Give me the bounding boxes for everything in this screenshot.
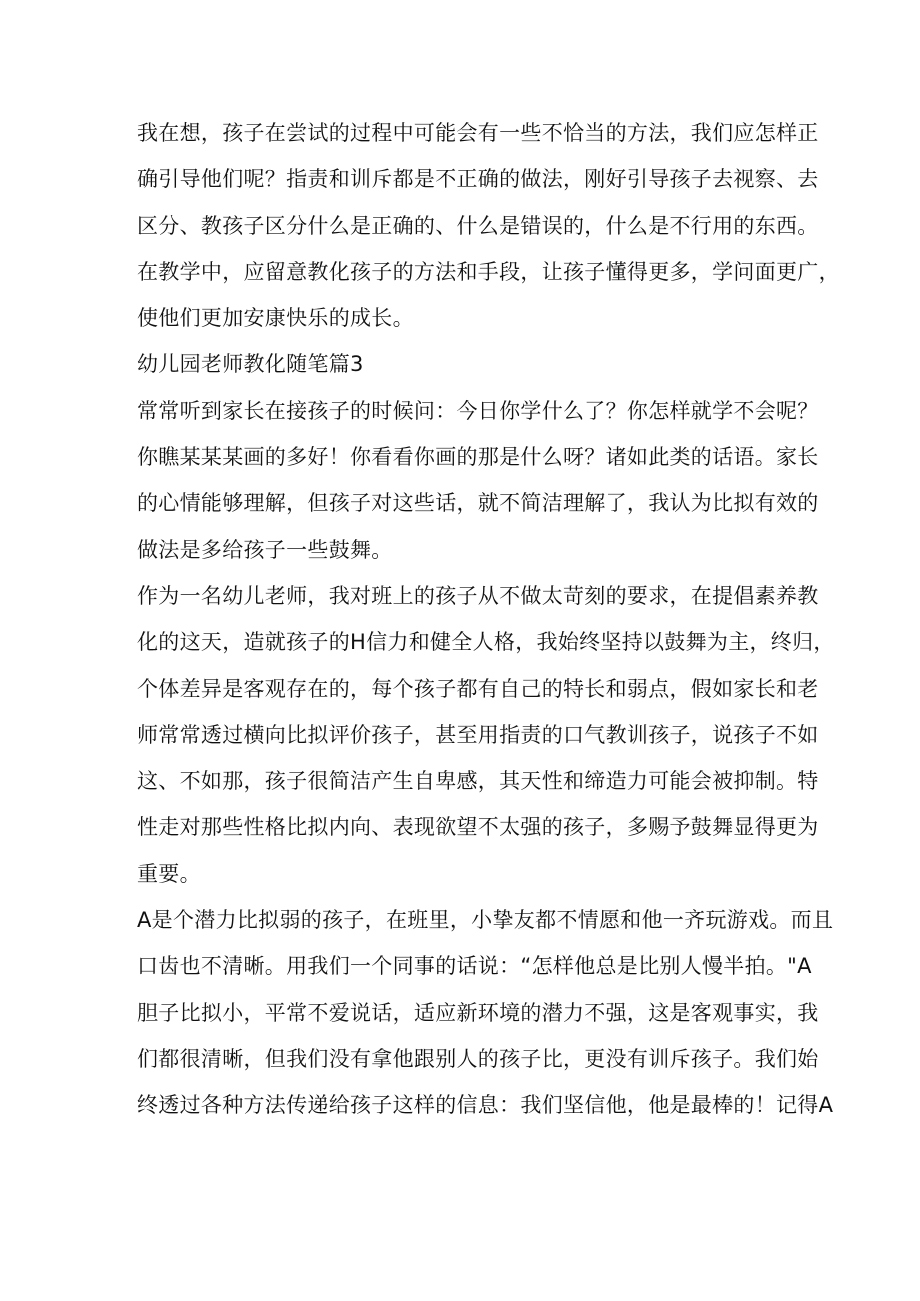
text-line: 常常听到家长在接孩子的时候问：今日你学什么了？你怎样就学不会呢？ [137,398,819,423]
text-line: 终透过各种方法传递给孩子这样的信息：我们坚信他，他是最棒的！记得A [137,1093,834,1118]
text-line: 们都很清晰，但我们没有拿他跟别人的孩子比，更没有训斥孩子。我们始 [137,1046,819,1071]
text-line: 作为一名幼儿老师，我对班上的孩子从不做太苛刻的要求，在提倡素养教 [137,583,819,608]
text-line: 做法是多给孩子一些鼓舞。 [137,537,393,562]
text-line: A是个潜力比拟弱的孩子，在班里，小挚友都不情愿和他一齐玩游戏。而且 [137,908,834,933]
text-line: 师常常透过横向比拟评价孩子，甚至用指责的口气教训孩子，说孩子不如 [137,722,819,747]
text-line: 性走对那些性格比拟内向、表现欲望不太强的孩子，多赐予鼓舞显得更为 [137,815,819,840]
text-line: 使他们更加安康快乐的成长。 [137,306,414,331]
text-line: 重要。 [137,861,201,886]
text-line: 化的这天，造就孩子的H信力和健全人格，我始终坚持以鼓舞为主，终归， [137,630,835,655]
text-line: 胆子比拟小，平常不爱说话，适应新环境的潜力不强，这是客观事实，我 [137,1000,819,1025]
text-line: 区分、教孩子区分什么是正确的、什么是错误的，什么是不行用的东西。 [137,213,819,238]
section-heading: 幼儿园老师教化随笔篇3 [137,352,364,377]
text-line: 在教学中，应留意教化孩子的方法和手段，让孩子懂得更多，学问面更广， [137,259,840,284]
text-line: 这、不如那，孩子很简洁产生自卑感，其天性和缔造力可能会被抑制。特 [137,769,819,794]
text-line: 我在想，孩子在尝试的过程中可能会有一些不恰当的方法，我们应怎样正 [137,121,819,145]
document-body [137,110,840,1129]
text-line: 的心情能够理解，但孩子对这些话，就不简洁理解了，我认为比拟有效的 [137,491,819,516]
text-line: 确引导他们呢？指责和训斥都是不正确的做法，刚好引导孩子去视察、去 [137,167,819,192]
text-line: 个体差异是客观存在的，每个孩子都有自己的特长和弱点，假如家长和老 [137,676,819,701]
text-line: 你瞧某某某画的多好！你看看你画的那是什么呀？诸如此类的话语。家长 [137,445,819,470]
text-line: 口齿也不清晰。用我们一个同事的话说：“怎样他总是比别人慢半拍。"A [137,954,812,979]
